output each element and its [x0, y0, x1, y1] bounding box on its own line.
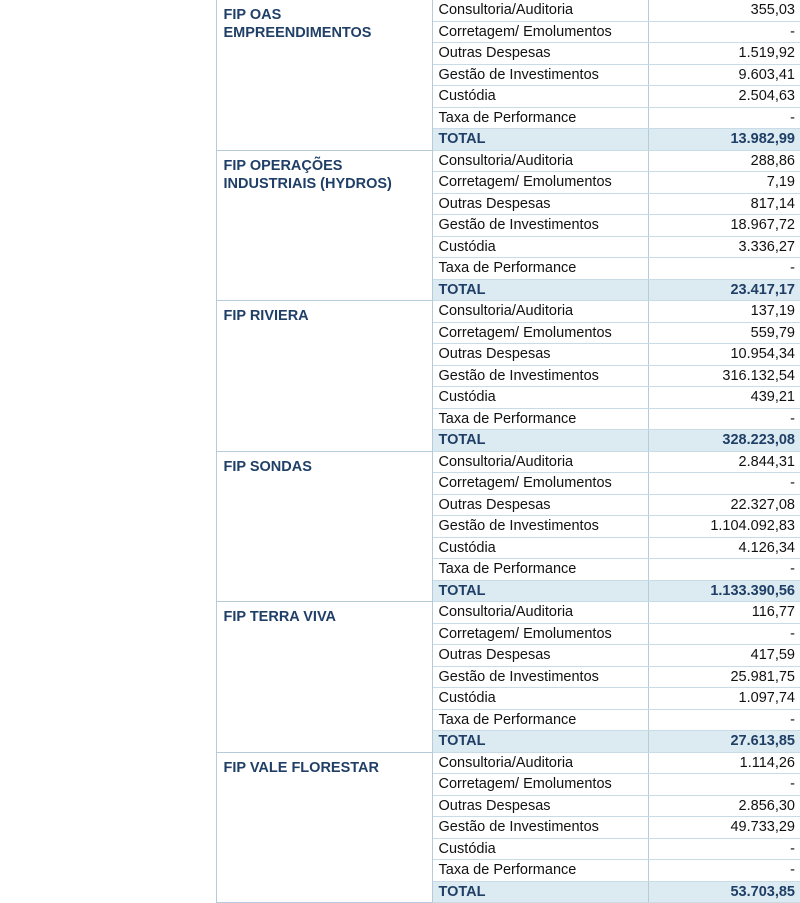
expense-value: 116,77	[648, 602, 800, 624]
expense-label: Gestão de Investimentos	[432, 817, 648, 839]
total-value: 1.133.390,56	[648, 580, 800, 602]
expense-value: 18.967,72	[648, 215, 800, 237]
fund-name: FIP TERRA VIVA	[216, 602, 432, 753]
expense-label: Custódia	[432, 537, 648, 559]
expense-label: Consultoria/Auditoria	[432, 0, 648, 21]
fund-name: FIP OAS EMPREENDIMENTOS	[216, 0, 432, 150]
expense-value: 4.126,34	[648, 537, 800, 559]
expense-label: Custódia	[432, 688, 648, 710]
expense-label: Corretagem/ Emolumentos	[432, 623, 648, 645]
expense-value: 25.981,75	[648, 666, 800, 688]
expense-value: 355,03	[648, 0, 800, 21]
total-value: 27.613,85	[648, 731, 800, 753]
expense-label: Consultoria/Auditoria	[432, 752, 648, 774]
expense-label: Corretagem/ Emolumentos	[432, 774, 648, 796]
expense-label: Taxa de Performance	[432, 709, 648, 731]
expense-label: Taxa de Performance	[432, 107, 648, 129]
expense-value: 288,86	[648, 150, 800, 172]
blank-left-column	[0, 301, 216, 452]
expense-label: Gestão de Investimentos	[432, 666, 648, 688]
total-value: 23.417,17	[648, 279, 800, 301]
expense-value: 1.114,26	[648, 752, 800, 774]
expense-row	[0, 301, 800, 323]
expense-label: Taxa de Performance	[432, 258, 648, 280]
blank-left-column	[0, 451, 216, 602]
expense-label: Custódia	[432, 236, 648, 258]
expense-label: Outras Despesas	[432, 645, 648, 667]
expense-value: 10.954,34	[648, 344, 800, 366]
expense-label: Corretagem/ Emolumentos	[432, 21, 648, 43]
expense-row	[0, 150, 800, 172]
expense-label: Custódia	[432, 838, 648, 860]
expense-value: 2.504,63	[648, 86, 800, 108]
total-label: TOTAL	[432, 881, 648, 903]
blank-left-column	[0, 602, 216, 753]
total-value: 328.223,08	[648, 430, 800, 452]
expense-value: -	[648, 709, 800, 731]
blank-left-column	[0, 150, 216, 301]
expense-value: -	[648, 559, 800, 581]
expense-value: 137,19	[648, 301, 800, 323]
expense-value: 817,14	[648, 193, 800, 215]
expense-value: -	[648, 21, 800, 43]
expense-row	[0, 602, 800, 624]
expense-label: Gestão de Investimentos	[432, 365, 648, 387]
expense-value: 49.733,29	[648, 817, 800, 839]
expense-value: 1.097,74	[648, 688, 800, 710]
total-value: 13.982,99	[648, 129, 800, 151]
fund-name: FIP VALE FLORESTAR	[216, 752, 432, 903]
expense-label: Consultoria/Auditoria	[432, 451, 648, 473]
expense-label: Taxa de Performance	[432, 408, 648, 430]
expense-row	[0, 451, 800, 473]
expense-value: -	[648, 473, 800, 495]
blank-left-column	[0, 0, 216, 150]
expense-label: Consultoria/Auditoria	[432, 301, 648, 323]
expense-value: -	[648, 838, 800, 860]
fund-name: FIP RIVIERA	[216, 301, 432, 452]
expense-value: 2.856,30	[648, 795, 800, 817]
expense-label: Gestão de Investimentos	[432, 215, 648, 237]
total-label: TOTAL	[432, 279, 648, 301]
expense-label: Custódia	[432, 86, 648, 108]
fund-name: FIP SONDAS	[216, 451, 432, 602]
expense-label: Taxa de Performance	[432, 559, 648, 581]
expense-value: -	[648, 408, 800, 430]
expense-label: Gestão de Investimentos	[432, 64, 648, 86]
expense-label: Outras Despesas	[432, 795, 648, 817]
expense-value: 7,19	[648, 172, 800, 194]
expense-label: Corretagem/ Emolumentos	[432, 172, 648, 194]
expense-value: 316.132,54	[648, 365, 800, 387]
total-label: TOTAL	[432, 731, 648, 753]
fund-name: FIP OPERAÇÕES INDUSTRIAIS (HYDROS)	[216, 150, 432, 301]
expense-label: Consultoria/Auditoria	[432, 150, 648, 172]
total-label: TOTAL	[432, 129, 648, 151]
expense-label: Outras Despesas	[432, 193, 648, 215]
expense-value: 559,79	[648, 322, 800, 344]
expense-value: 9.603,41	[648, 64, 800, 86]
expense-value: -	[648, 107, 800, 129]
expense-label: Outras Despesas	[432, 344, 648, 366]
expense-value: -	[648, 623, 800, 645]
expense-label: Taxa de Performance	[432, 860, 648, 882]
blank-left-column	[0, 752, 216, 903]
expense-row	[0, 752, 800, 774]
total-value: 53.703,85	[648, 881, 800, 903]
expense-value: 439,21	[648, 387, 800, 409]
expense-value: 2.844,31	[648, 451, 800, 473]
expense-label: Corretagem/ Emolumentos	[432, 473, 648, 495]
expense-value: 417,59	[648, 645, 800, 667]
expense-value: -	[648, 258, 800, 280]
expense-label: Gestão de Investimentos	[432, 516, 648, 538]
expense-value: 3.336,27	[648, 236, 800, 258]
expense-label: Outras Despesas	[432, 494, 648, 516]
expense-label: Custódia	[432, 387, 648, 409]
expense-value: 22.327,08	[648, 494, 800, 516]
expense-label: Consultoria/Auditoria	[432, 602, 648, 624]
expense-label: Outras Despesas	[432, 43, 648, 65]
expense-row	[0, 0, 800, 21]
expense-value: 1.104.092,83	[648, 516, 800, 538]
expense-value: 1.519,92	[648, 43, 800, 65]
expense-value: -	[648, 860, 800, 882]
total-label: TOTAL	[432, 580, 648, 602]
expense-value: -	[648, 774, 800, 796]
total-label: TOTAL	[432, 430, 648, 452]
expense-label: Corretagem/ Emolumentos	[432, 322, 648, 344]
